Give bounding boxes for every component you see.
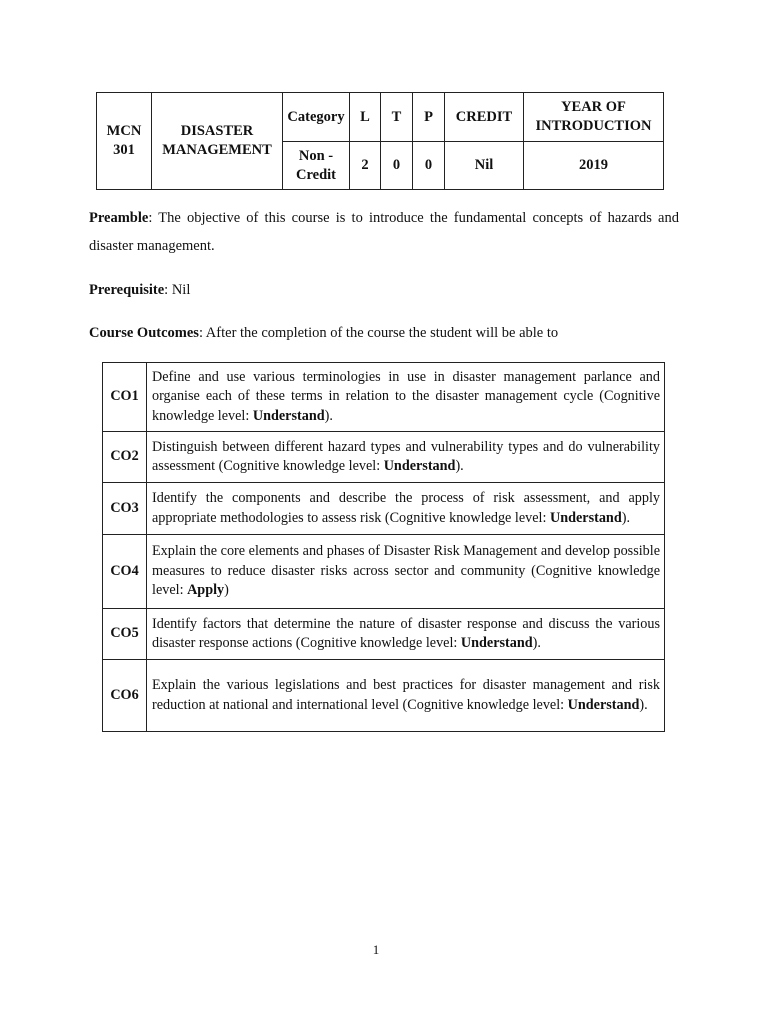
course-title: DISASTER MANAGEMENT bbox=[152, 93, 283, 190]
p-value: 0 bbox=[413, 142, 445, 190]
p-header: P bbox=[413, 93, 445, 142]
course-outcomes-label: Course Outcomes bbox=[89, 325, 199, 341]
outcome-code: CO4 bbox=[103, 535, 147, 609]
outcome-code: CO1 bbox=[103, 363, 147, 432]
category-header: Category bbox=[283, 93, 350, 142]
t-value: 0 bbox=[381, 142, 413, 190]
prerequisite-label: Prerequisite bbox=[89, 282, 165, 298]
outcome-code: CO6 bbox=[103, 660, 147, 732]
outcome-code: CO2 bbox=[103, 432, 147, 483]
l-value: 2 bbox=[350, 142, 381, 190]
l-header: L bbox=[350, 93, 381, 142]
outcome-description: Explain the core elements and phases of Disaster Risk Management and develop possible measures to reduce disaster risks across sector and community (Cognitive knowledge level: Apply) bbox=[147, 535, 665, 609]
prerequisite-text: : Nil bbox=[164, 282, 191, 298]
outcome-description: Identify the components and describe the process of risk assessment, and apply appropriate methodologies to assess risk (Cognitive knowledge level: Understand). bbox=[147, 483, 665, 535]
course-info-table bbox=[96, 92, 664, 190]
outcome-code: CO5 bbox=[103, 609, 147, 660]
outcome-row bbox=[103, 432, 665, 483]
course-outcomes-paragraph bbox=[89, 319, 679, 347]
credit-header: CREDIT bbox=[445, 93, 524, 142]
preamble-paragraph bbox=[89, 204, 679, 260]
t-header: T bbox=[381, 93, 413, 142]
year-value: 2019 bbox=[524, 142, 664, 190]
outcome-row bbox=[103, 483, 665, 535]
outcome-code: CO3 bbox=[103, 483, 147, 535]
prerequisite-paragraph bbox=[89, 276, 679, 304]
page-number: 1 bbox=[372, 942, 380, 957]
outcome-row bbox=[103, 535, 665, 609]
outcome-description: Distinguish between different hazard types and vulnerability types and do vulnerability assessment (Cognitive knowledge level: Understand). bbox=[147, 432, 665, 483]
preamble-label: Preamble bbox=[89, 210, 149, 226]
preamble-text: : The objective of this course is to introduce the fundamental concepts of hazards and disaster management. bbox=[89, 210, 679, 254]
outcome-row bbox=[103, 363, 665, 432]
outcome-description: Define and use various terminologies in use in disaster management parlance and organise each of these terms in relation to the disaster management cycle (Cognitive knowledge level: Understand). bbox=[147, 363, 665, 432]
outcome-description: Explain the various legislations and best practices for disaster management and risk reduction at national and international level (Cognitive knowledge level: Understand). bbox=[147, 660, 665, 732]
course-outcomes-table bbox=[102, 362, 665, 732]
outcome-description: Identify factors that determine the nature of disaster response and discuss the various disaster response actions (Cognitive knowledge level: Understand). bbox=[147, 609, 665, 660]
course-outcomes-text: : After the completion of the course the student will be able to bbox=[198, 325, 559, 341]
outcome-row bbox=[103, 609, 665, 660]
outcome-row bbox=[103, 660, 665, 732]
year-header: YEAR OF INTRODUCTION bbox=[524, 93, 664, 142]
category-value: Non - Credit bbox=[283, 142, 350, 190]
course-code: MCN 301 bbox=[97, 93, 152, 190]
credit-value: Nil bbox=[445, 142, 524, 190]
